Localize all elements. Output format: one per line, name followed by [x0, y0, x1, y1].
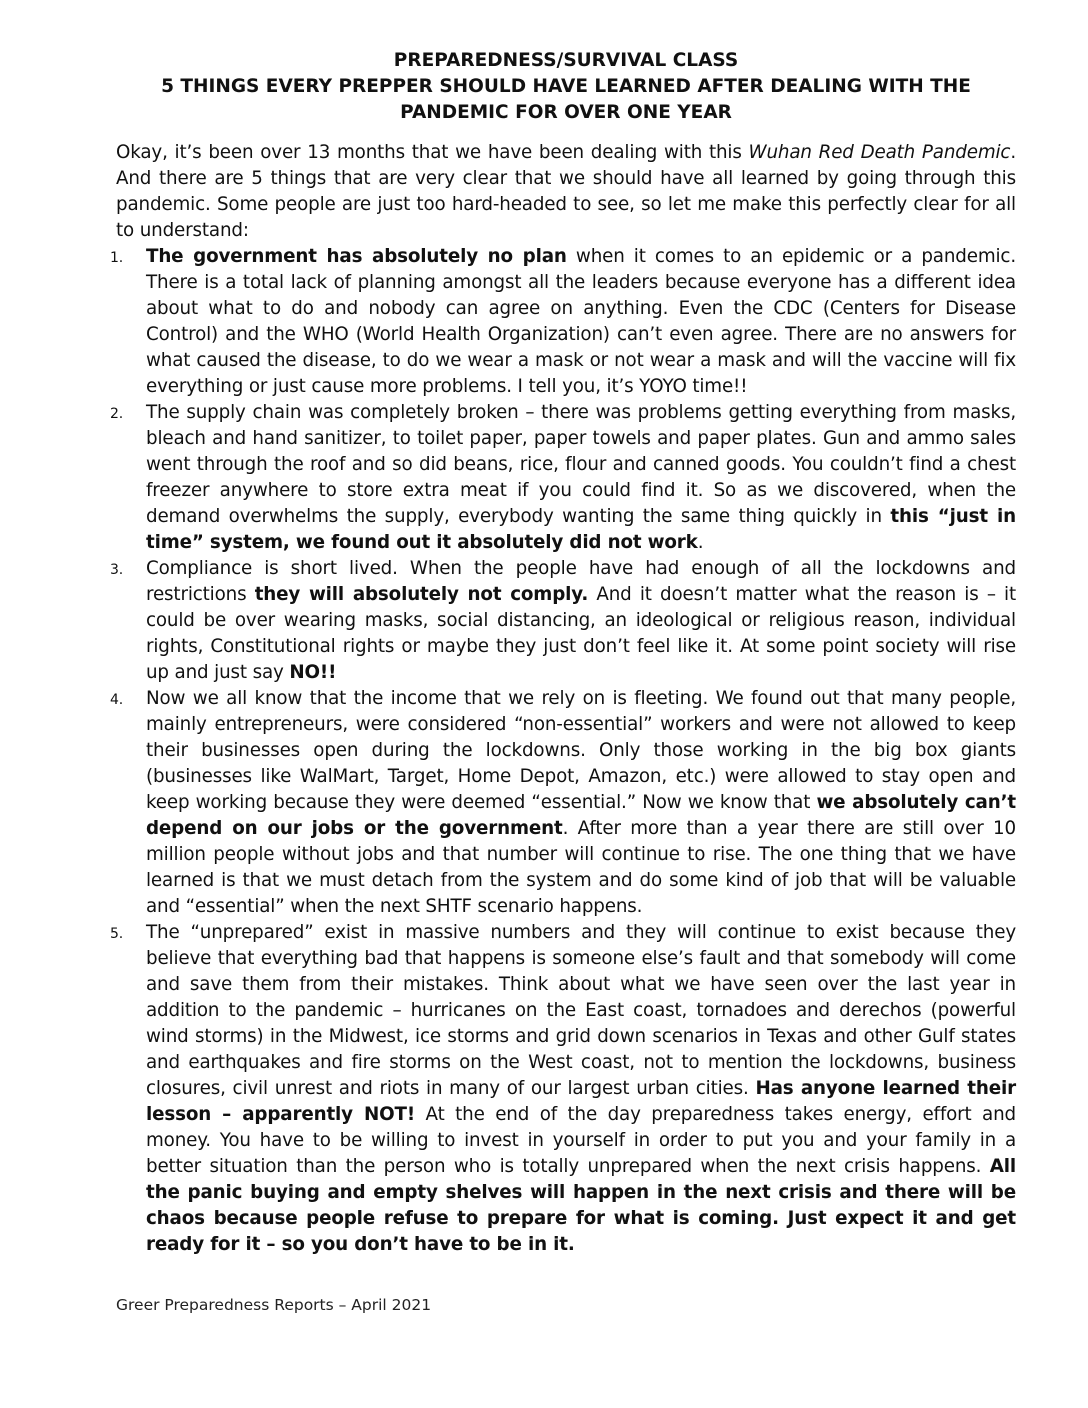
list-item [110, 556, 1016, 686]
intro-emphasis: Wuhan Red Death Pandemic [748, 142, 1011, 163]
list-item [110, 686, 1016, 920]
list-item [110, 400, 1016, 556]
item-text: The supply chain was completely broken – there was problems getting everything from masks, bleach and hand sanitizer, to toilet paper, paper towels and paper plates. Gun and ammo sales went through the roof and so did beans, rice, flour and canned goods. You couldn’t find a chest freezer anywhere to store extra meat if you could find it. So as we discovered, when the demand overwhelms the supply, everybody wanting the same thing quickly in [146, 402, 1016, 527]
item-bold-end: All the panic buying and empty shelves will happen in the next crisis and there will be chaos because people refuse to prepare for what is coming. Just expect it and get ready for it – so you don’t have to be in it. [146, 1156, 1016, 1255]
item-text: Compliance is short lived. When the people have had enough of all the lockdowns and restrictions [146, 558, 1016, 605]
intro-text-end: . And there are 5 things that are very clear that we should have all learned by going through this pandemic. Some people are just too hard-headed to see, so let me make this perfectly clear for all to understand: [116, 142, 1016, 241]
list-number: 1. [110, 250, 124, 266]
list-item [110, 244, 1016, 400]
page-footer: Greer Preparedness Reports – April 2021 [116, 1296, 432, 1314]
item-text: when it comes to an epidemic or a pandemic. There is a total lack of planning amongst all the leaders because everyone has a different idea about what to do and nobody can agree on anything. Even the CDC (Centers for Disease Control) and the WHO (World Health Organization) can’t even agree. There are no answers for what caused the disease, to do we wear a mask or not wear a mask and will the vaccine will fix everything or just cause more problems. I tell you, it’s YOYO time!! [146, 246, 1016, 397]
document-title [116, 48, 1016, 126]
item-text-2: And it doesn’t matter what the reason is – it could be over wearing masks, social distancing, an ideological or religious reason, individual rights, Constitutional rights or maybe they just don’t feel like it. At some point society will rise up and just say [146, 584, 1016, 683]
title-line-1: PREPAREDNESS/SURVIVAL CLASS [393, 50, 739, 71]
intro-paragraph [116, 140, 1016, 244]
document-page [110, 48, 1016, 1258]
item-bold-tail: this “just in time” system, we found out it absolutely did not work [146, 506, 1016, 553]
list-number: 3. [110, 562, 124, 578]
item-text: Now we all know that the income that we rely on is fleeting. We found out that many people, mainly entrepreneurs, were considered “non-essential” workers and were not allowed to keep their businesses open during the lockdowns. Only those working in the big box giants (businesses like WalMart, Target, Home Depot, Amazon, etc.) were allowed to stay open and keep working because they were deemed “essential.” Now we know that [146, 688, 1016, 813]
item-bold-mid: Has anyone learned their lesson – apparently NOT! [146, 1078, 1016, 1125]
item-bold-mid: we absolutely can’t depend on our jobs or the government [146, 792, 1016, 839]
title-line-3: PANDEMIC FOR OVER ONE YEAR [400, 102, 732, 123]
item-text-end: . [697, 532, 704, 553]
intro-text-start: Okay, it’s been over 13 months that we have been dealing with this [116, 142, 749, 163]
document-body [110, 140, 1016, 1258]
item-text-2: . After more than a year there are still over 10 million people without jobs and that number will continue to rise. The one thing that we have learned is that we must detach from the system and do some kind of job that will be valuable and “essential” when the next SHTF scenario happens. [146, 818, 1016, 917]
list-number: 4. [110, 692, 124, 708]
list-number: 2. [110, 406, 124, 422]
item-text-2: At the end of the day preparedness takes energy, effort and money. You have to be willing to invest in yourself in order to put you and your family in a better situation than the person who is totally unprepared when the next crisis happens. [146, 1104, 1016, 1177]
item-bold-mid: they will absolutely not comply. [254, 584, 589, 605]
lessons-list [110, 244, 1016, 1258]
item-bold-end: NO!! [289, 662, 337, 683]
item-bold-lead: The government has absolutely no plan [146, 246, 567, 267]
list-number: 5. [110, 926, 124, 942]
title-line-2: 5 THINGS EVERY PREPPER SHOULD HAVE LEARNED AFTER DEALING WITH THE [161, 76, 971, 97]
item-text: The “unprepared” exist in massive numbers and they will continue to exist because they believe that everything bad that happens is someone else’s fault and that somebody will come and save them from their mistakes. Think about what we have seen over the last year in addition to the pandemic – hurricanes on the East coast, tornadoes and derechos (powerful wind storms) in the Midwest, ice storms and grid down scenarios in Texas and other Gulf states and earthquakes and fire storms on the West coast, not to mention the lockdowns, business closures, civil unrest and riots in many of our largest urban cities. [146, 922, 1016, 1099]
list-item [110, 920, 1016, 1258]
